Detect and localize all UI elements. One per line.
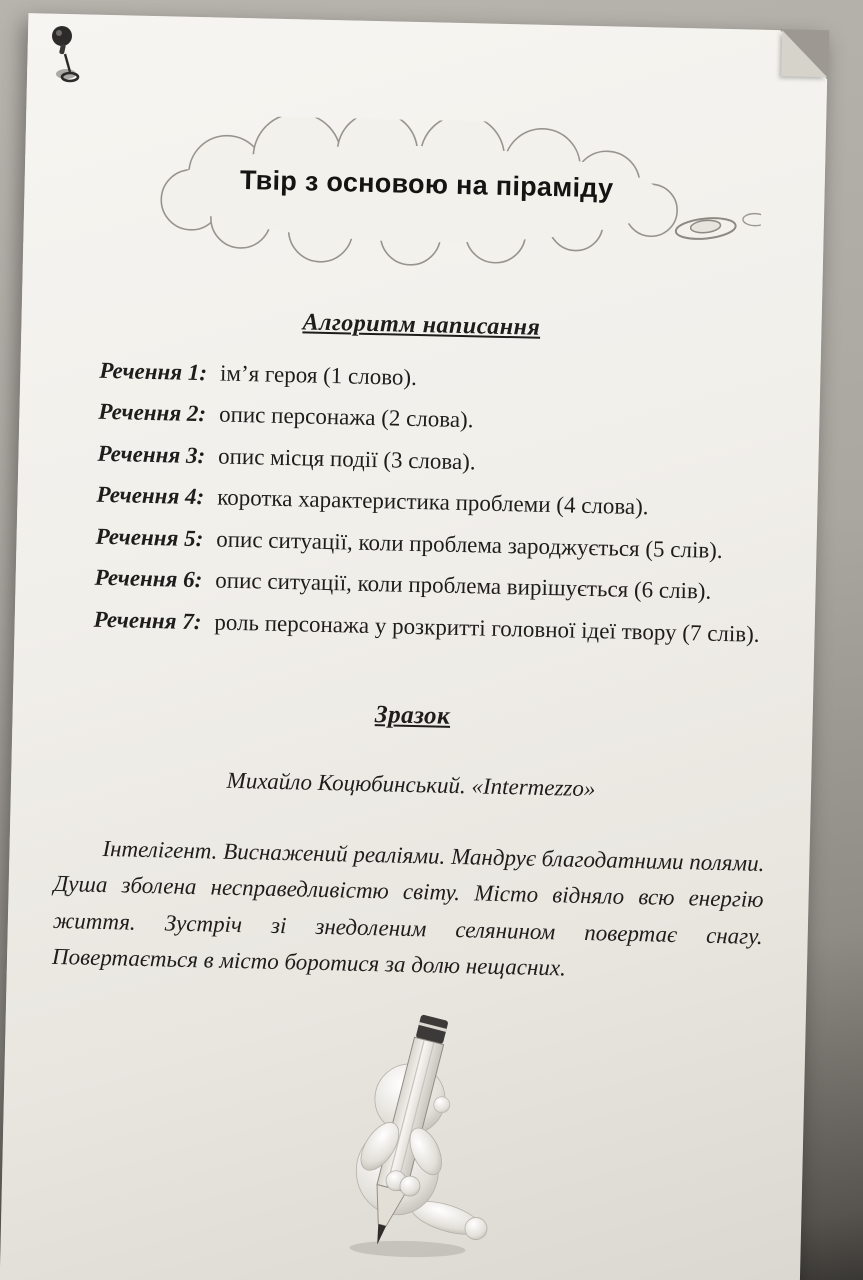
algorithm-item	[93, 606, 769, 648]
title-cloud	[120, 113, 763, 277]
sample-subtitle: Михайло Коцюбинський. «Intermezzo»	[226, 767, 596, 802]
algorithm-item	[99, 358, 775, 400]
item-label: Речення 5:	[95, 523, 204, 551]
item-label: Речення 7:	[93, 606, 202, 634]
item-label: Речення 4:	[96, 482, 205, 510]
algorithm-item	[95, 524, 771, 566]
document-content	[45, 64, 782, 1269]
item-label: Речення 3:	[97, 440, 206, 469]
paper-sheet	[0, 13, 828, 1280]
algorithm-item	[98, 399, 774, 441]
algorithm-item	[94, 565, 770, 607]
algorithm-heading: Алгоритм написання	[302, 309, 541, 341]
item-text: роль персонажа у розкритті головної ідеї твору (7 слів).	[214, 609, 760, 647]
item-label: Речення 1:	[99, 357, 208, 386]
item-text: ім’я героя (1 слово).	[219, 360, 418, 391]
item-label: Речення 6:	[94, 564, 203, 593]
item-text: опис ситуації, коли проблема зароджується (5 слів).	[216, 526, 723, 563]
pushpin-icon	[44, 22, 88, 91]
algorithm-list	[59, 357, 775, 648]
algorithm-item	[96, 482, 772, 524]
item-text: опис місця події (3 слова).	[217, 443, 476, 475]
algorithm-item	[97, 441, 773, 483]
item-text: коротка характеристика проблеми (4 слова).	[216, 484, 649, 520]
item-text: опис персонажа (2 слова).	[218, 401, 474, 433]
corner-fold-flap	[781, 30, 828, 77]
page-title: Твір з основою на піраміду	[239, 164, 614, 203]
sample-paragraph: Інтелігент. Виснажений реаліями. Мандрує благодатними полями. Душа зболена несправедливістю світу. Місто відняло всю енергію життя. Зустріч зі знедоленим селянином повертає снагу. Повертається в місто боротися за долю нещасних.	[51, 836, 765, 981]
item-label: Речення 2:	[98, 399, 207, 427]
item-text: опис ситуації, коли проблема вирішується (6 слів).	[215, 567, 712, 604]
figure-pencil-icon	[307, 1007, 498, 1263]
sample-heading: Зразок	[374, 701, 451, 730]
figure-with-pencil-illustration	[307, 1007, 498, 1263]
